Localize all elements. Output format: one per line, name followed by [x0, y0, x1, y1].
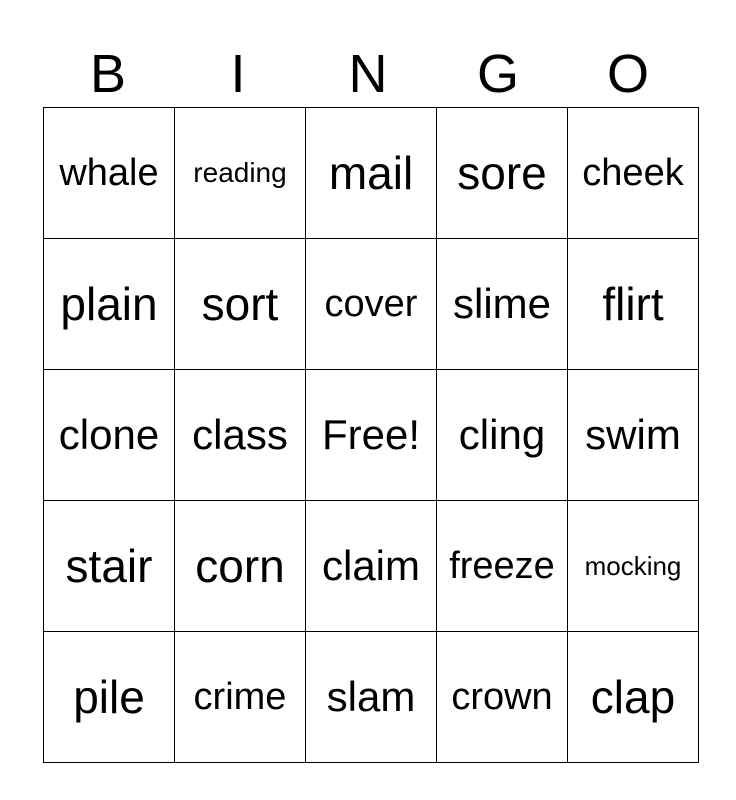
grid-cell: sort	[175, 239, 306, 370]
bingo-grid	[43, 107, 699, 763]
grid-cell: class	[175, 370, 306, 501]
grid-cell: mail	[306, 108, 437, 239]
grid-row	[44, 239, 699, 370]
grid-cell: claim	[306, 501, 437, 632]
grid-cell-free: Free!	[306, 370, 437, 501]
grid-cell: whale	[44, 108, 175, 239]
grid-cell: cover	[306, 239, 437, 370]
grid-cell: reading	[175, 108, 306, 239]
grid-row	[44, 370, 699, 501]
grid-cell: slam	[306, 632, 437, 763]
header-letter-o: O	[606, 44, 649, 104]
grid-cell: mocking	[568, 501, 699, 632]
header-letter-b: B	[89, 44, 127, 104]
grid-cell: crown	[437, 632, 568, 763]
bingo-header	[43, 42, 693, 106]
grid-cell: stair	[44, 501, 175, 632]
grid-cell: crime	[175, 632, 306, 763]
grid-cell: cling	[437, 370, 568, 501]
header-letter-i: I	[230, 44, 246, 104]
grid-row	[44, 632, 699, 763]
grid-cell: cheek	[568, 108, 699, 239]
grid-cell: freeze	[437, 501, 568, 632]
grid-row	[44, 108, 699, 239]
grid-cell: clap	[568, 632, 699, 763]
grid-cell: plain	[44, 239, 175, 370]
grid-cell: sore	[437, 108, 568, 239]
grid-cell: slime	[437, 239, 568, 370]
grid-cell: corn	[175, 501, 306, 632]
grid-cell: clone	[44, 370, 175, 501]
header-letter-g: G	[476, 44, 519, 104]
grid-cell: pile	[44, 632, 175, 763]
header-letter-n: N	[348, 44, 388, 104]
grid-cell: swim	[568, 370, 699, 501]
grid-row	[44, 501, 699, 632]
grid-cell: flirt	[568, 239, 699, 370]
